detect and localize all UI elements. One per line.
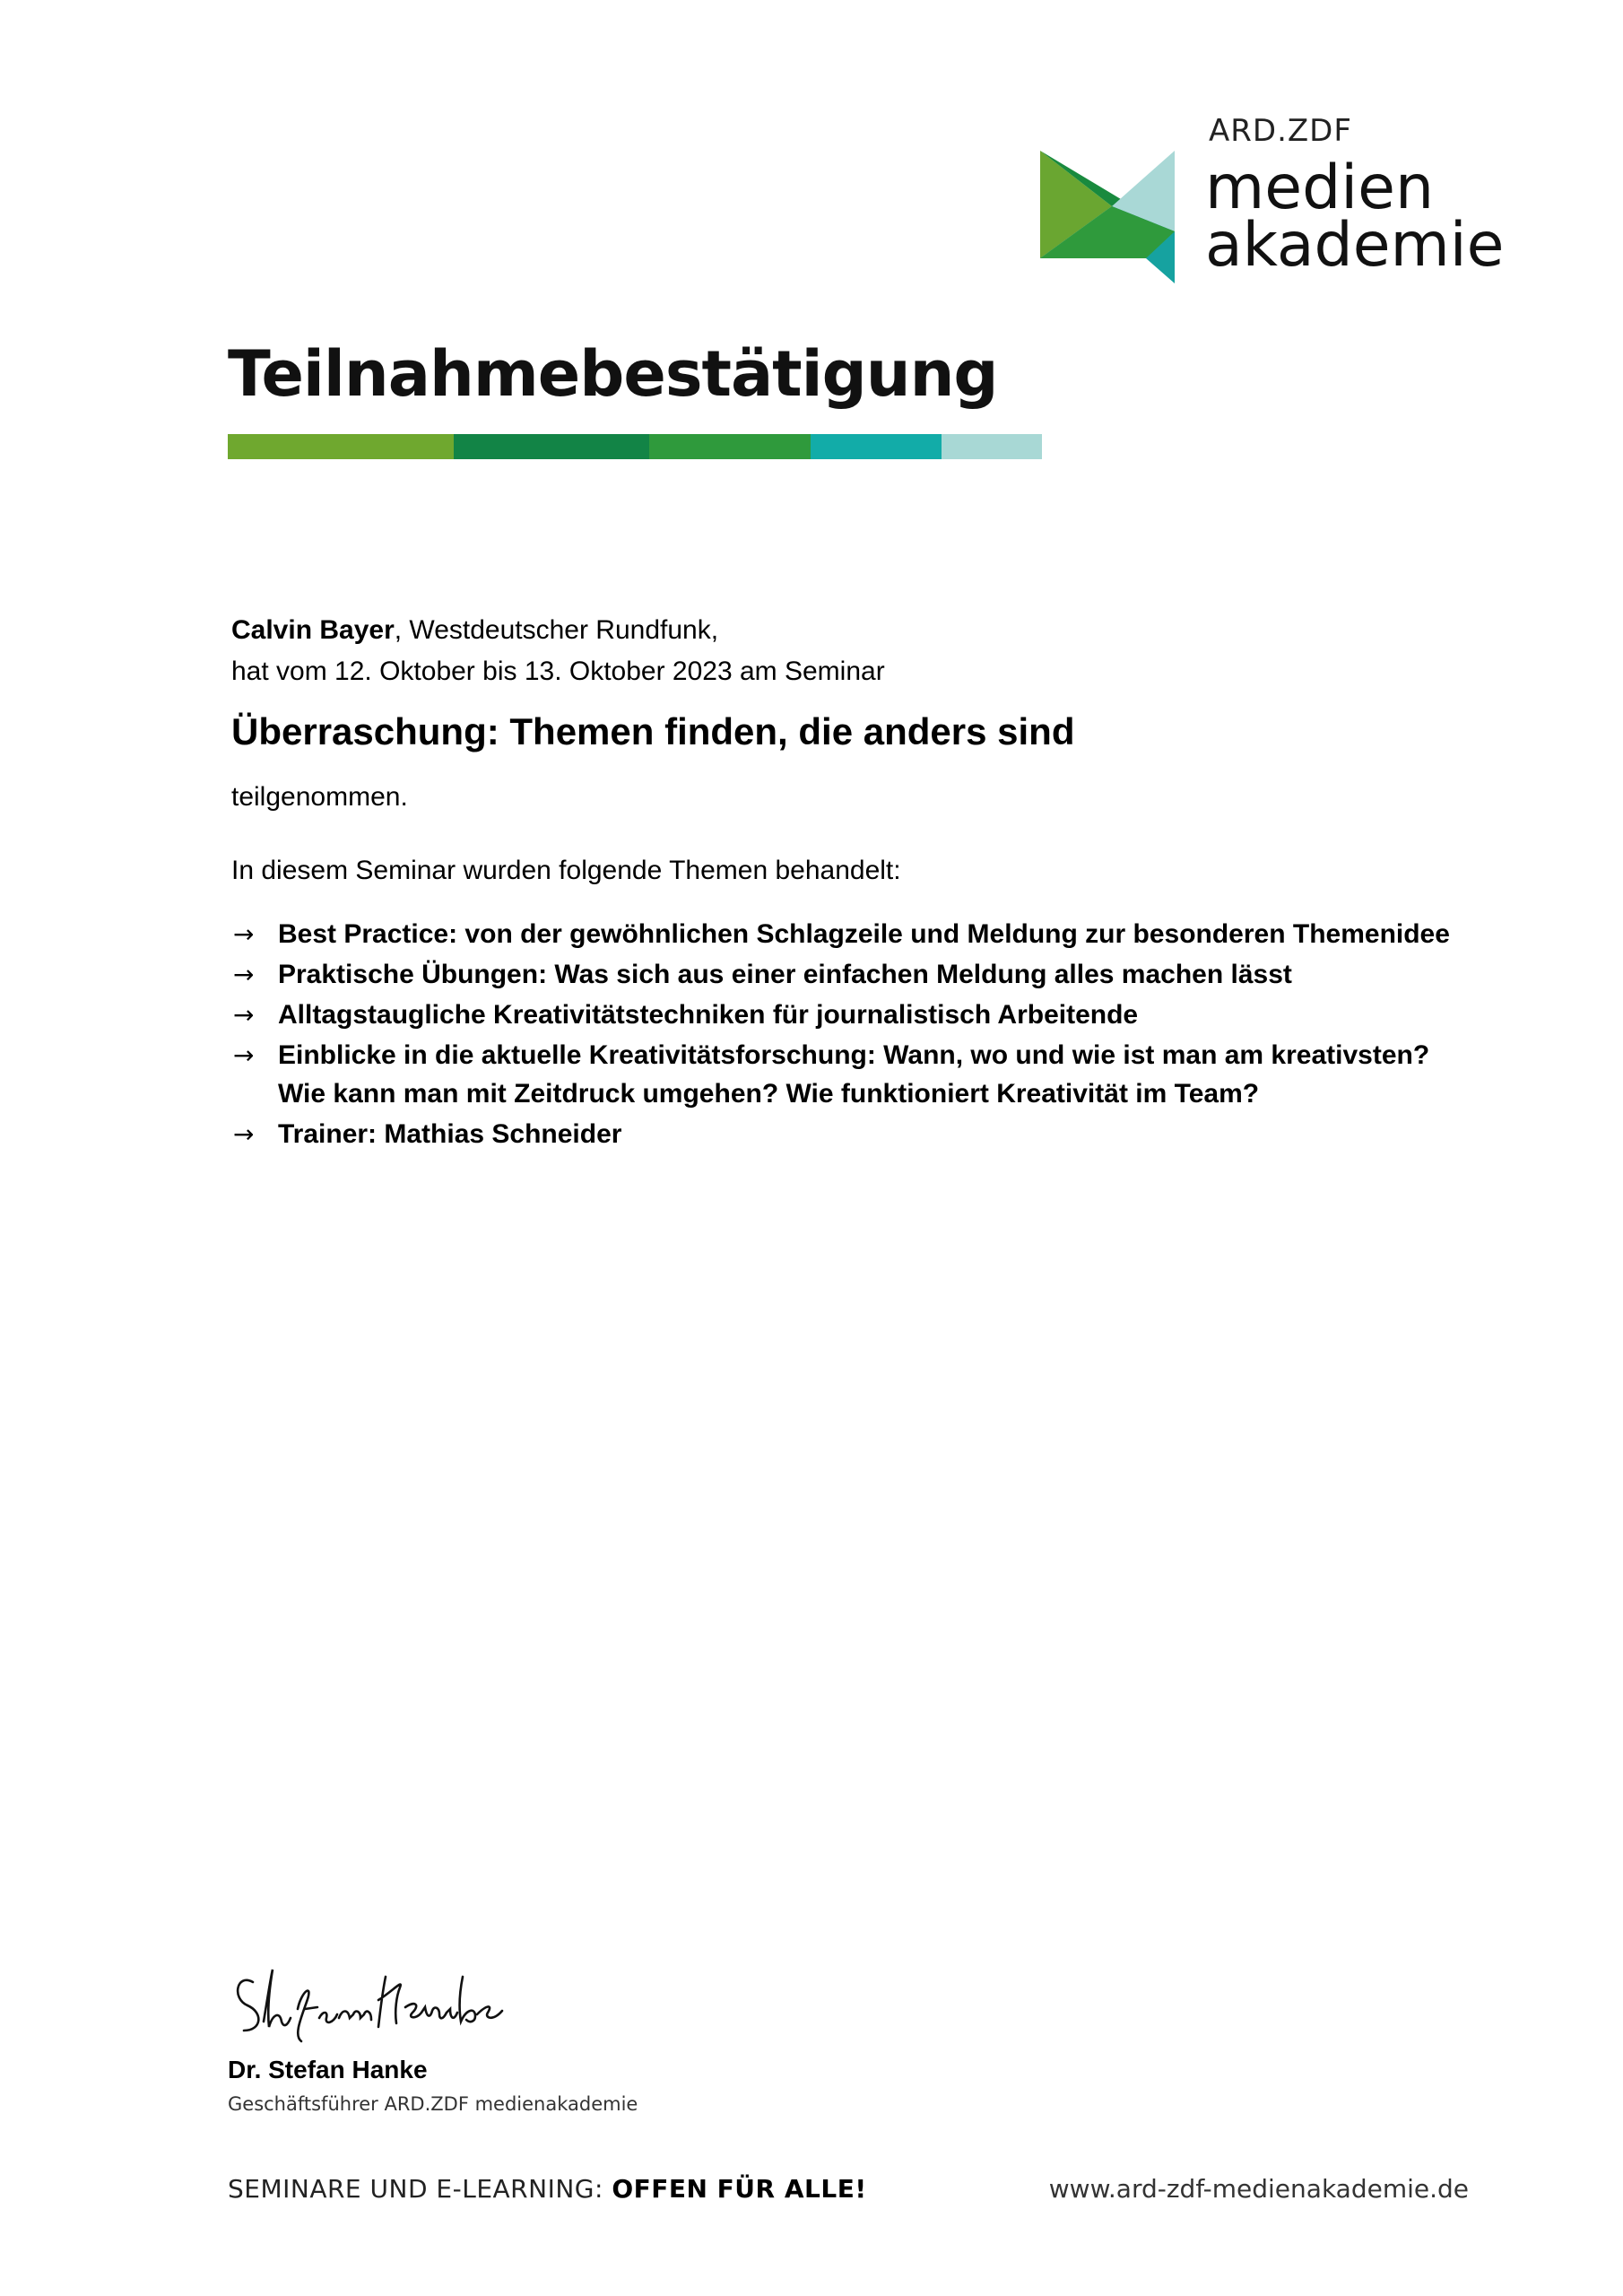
footer-slogan [228,2174,867,2204]
footer-slogan-regular: SEMINARE UND E-LEARNING: [228,2174,612,2204]
logo-text-akademie: akademie [1205,210,1505,281]
seminar-title: Überraschung: Themen finden, die anders sind [231,710,1075,752]
color-bar-segment [811,434,942,459]
topic-text: Alltagstaugliche Kreativitätstechniken für journalistisch Arbeitende [278,1000,1139,1030]
list-item [231,1115,1523,1153]
topic-text: Praktische Übungen: Was sich aus einer einfachen Meldung alles machen lässt [278,960,1292,989]
list-item [231,1036,1523,1113]
participant-name: Calvin Bayer [231,615,395,645]
topic-text: Einblicke in die aktuelle Kreativitätsforschung: Wann, wo und wie ist man am kreativsten? Wie kann man mit Zeitdruck umgehen? Wie funktioniert Kreativität im Team? [278,1040,1430,1109]
color-bar-segment [228,434,454,459]
participant-line [231,615,718,646]
page-title: Teilnahmebestätigung [228,337,998,411]
arrow-right-icon: → [233,1119,255,1149]
topics-list [231,915,1523,1155]
logo-text-ardzdf: ARD.ZDF [1209,113,1352,149]
participated-text: teilgenommen. [231,782,408,812]
signature [228,1955,515,2045]
list-item [231,955,1523,994]
logo-mark-icon [1040,151,1175,283]
color-bar-segment [454,434,649,459]
arrow-right-icon: → [233,1000,255,1030]
topic-text: Best Practice: von der gewöhnlichen Schlagzeile und Meldung zur besonderen Themenidee [278,919,1450,949]
arrow-right-icon: → [233,1040,255,1070]
topics-intro: In diesem Seminar wurden folgende Themen behandelt: [231,856,901,885]
logo-text-medien: medien [1205,152,1435,223]
arrow-right-icon: → [233,919,255,949]
color-bar [228,434,1042,459]
color-bar-segment [649,434,811,459]
list-item [231,996,1523,1034]
participant-org: , Westdeutscher Rundfunk, [394,615,719,645]
footer-slogan-bold: OFFEN FÜR ALLE! [612,2174,867,2204]
medienakademie-logo [1040,108,1524,287]
topic-text: Trainer: Mathias Schneider [278,1119,622,1149]
color-bar-segment [942,434,1042,459]
arrow-right-icon: → [233,960,255,989]
list-item [231,915,1523,953]
signer-role: Geschäftsführer ARD.ZDF medienakademie [228,2093,638,2115]
participant-date-line: hat vom 12. Oktober bis 13. Oktober 2023 am Seminar [231,657,885,686]
footer-website-link[interactable]: www.ard-zdf-medienakademie.de [1048,2174,1469,2204]
signer-name: Dr. Stefan Hanke [228,2056,428,2083]
